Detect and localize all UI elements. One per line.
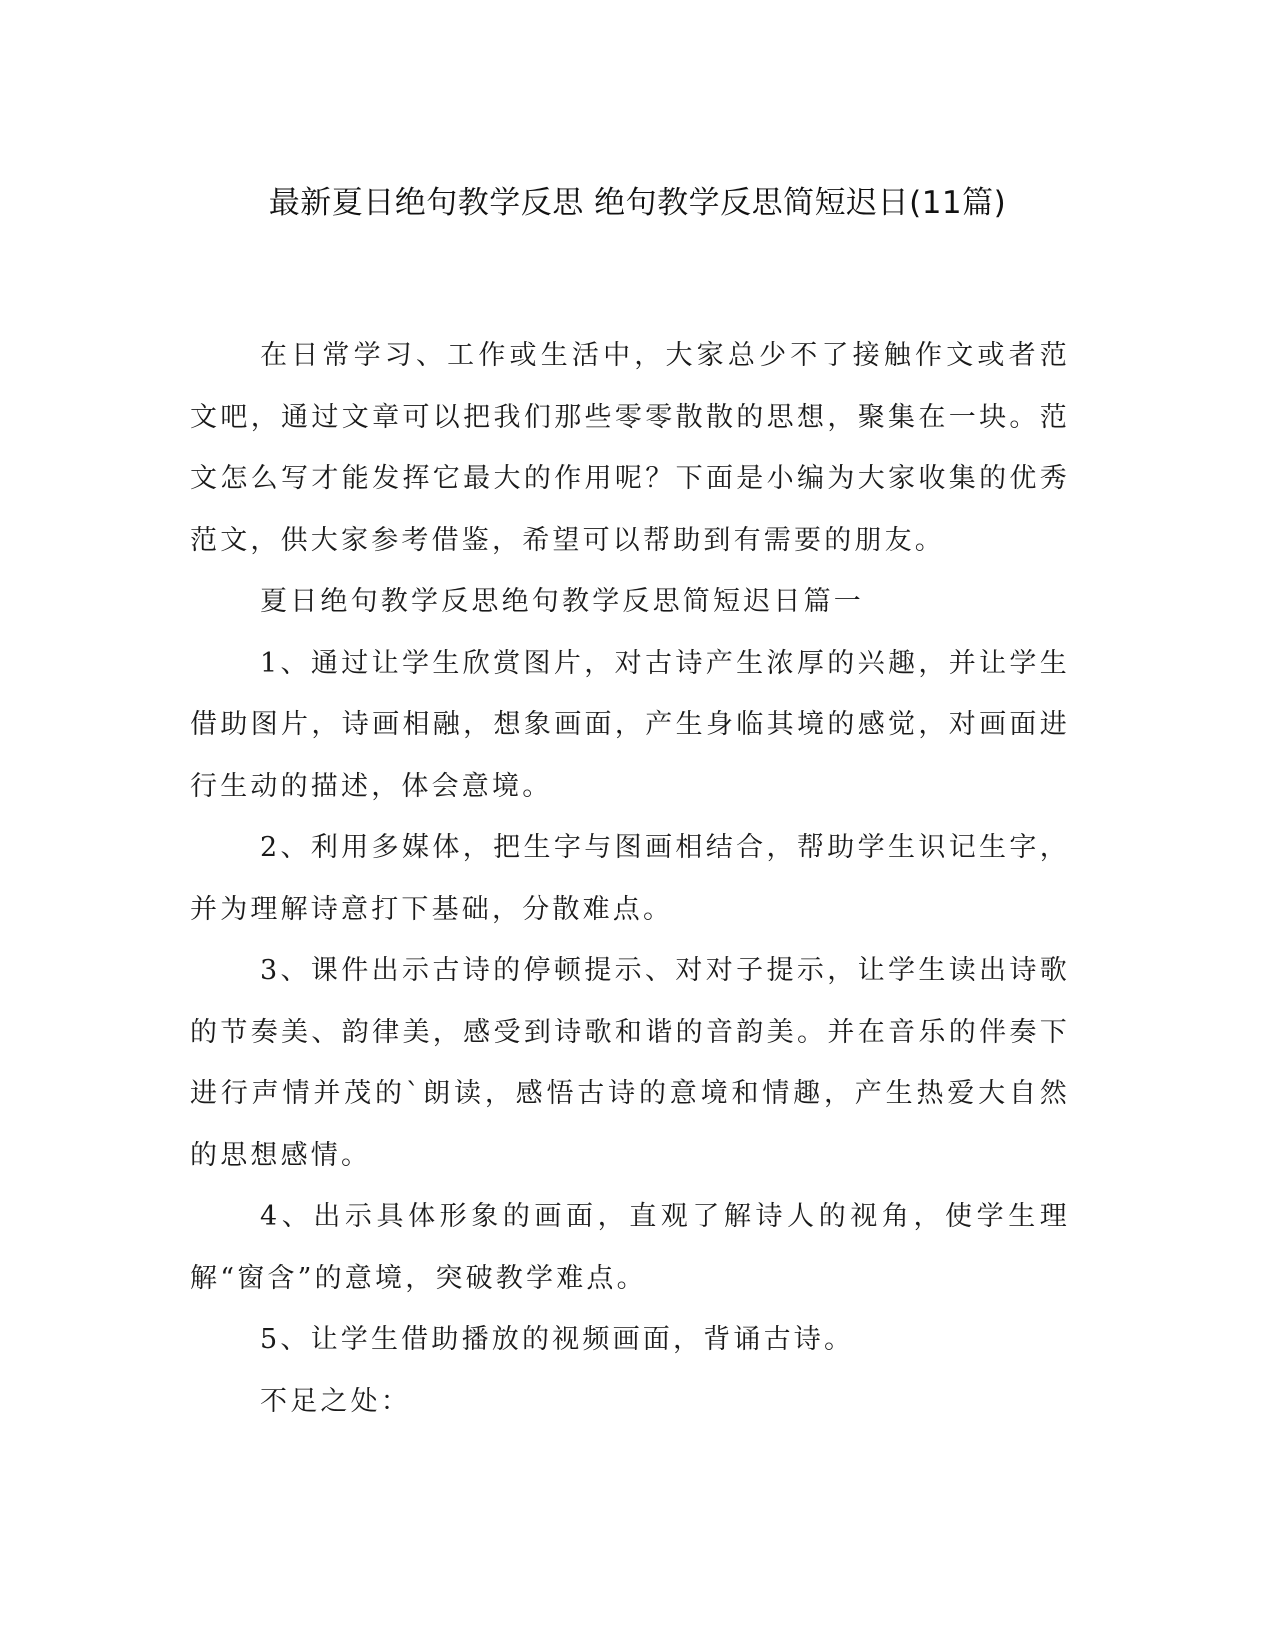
- paragraph-point-4: 4、出示具体形象的画面，直观了解诗人的视角，使学生理解“窗含”的意境，突破教学难点。: [190, 1201, 1070, 1294]
- section-heading: 夏日绝句教学反思绝句教学反思简短迟日篇一: [260, 586, 864, 617]
- paragraph-shortcomings: 不足之处：: [260, 1385, 411, 1417]
- paragraph-point-5: 5、让学生借助播放的视频画面，背诵古诗。: [260, 1324, 855, 1355]
- paragraph-intro: 在日常学习、工作或生活中，大家总少不了接触作文或者范文吧，通过文章可以把我们那些零零散散的思想，聚集在一块。范文怎么写才能发挥它最大的作用呢？下面是小编为大家收集的优秀范文，供大家参考借鉴，希望可以帮助到有需要的朋友。: [190, 340, 1070, 556]
- paragraph-point-2: 2、利用多媒体，把生字与图画相结合，帮助学生识记生字，并为理解诗意打下基础，分散难点。: [190, 832, 1070, 925]
- document-title: 最新夏日绝句教学反思 绝句教学反思简短迟日(11篇): [268, 185, 1007, 221]
- paragraph-point-3: 3、课件出示古诗的停顿提示、对对子提示，让学生读出诗歌的节奏美、韵律美，感受到诗歌和谐的音韵美。并在音乐的伴奏下进行声情并茂的`朗读，感悟古诗的意境和情趣，产生热爱大自然的思想感情。: [190, 955, 1070, 1171]
- document-body: [190, 325, 1070, 1432]
- paragraph-point-1: 1、通过让学生欣赏图片，对古诗产生浓厚的兴趣，并让学生借助图片，诗画相融，想象画面，产生身临其境的感觉，对画面进行生动的描述，体会意境。: [190, 647, 1070, 802]
